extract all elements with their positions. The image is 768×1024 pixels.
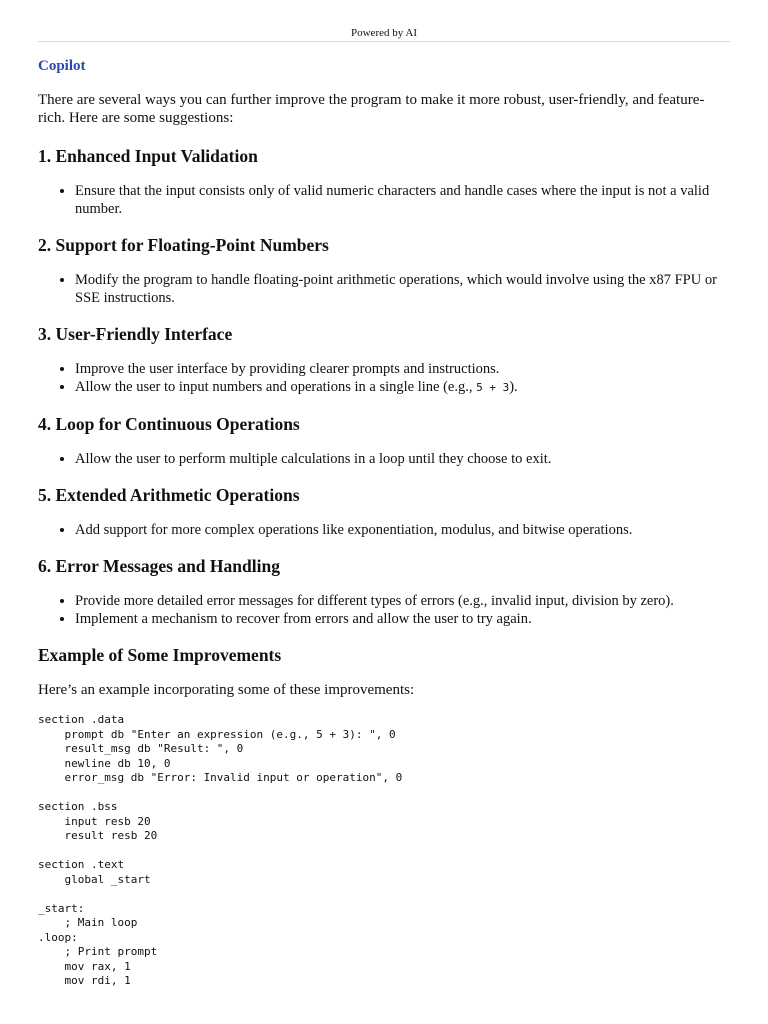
example-title: Example of Some Improvements [38, 645, 282, 665]
list-item: • Add support for more complex operations like exponentiation, modulus, and bitwise operations. [75, 521, 730, 539]
section-list-floating-point [38, 271, 730, 307]
section-title-extended-operations: 5. Extended Arithmetic Operations [38, 485, 300, 505]
list-item-text: Allow the user to input numbers and operations in a single line (e.g., [75, 379, 473, 395]
list-item-text-end: ). [509, 379, 518, 395]
inline-code: 5 + 3 [476, 381, 510, 394]
section-list-error-handling [38, 592, 730, 628]
section-title-error-handling: 6. Error Messages and Handling [38, 556, 280, 576]
section-title-floating-point: 2. Support for Floating-Point Numbers [38, 235, 329, 255]
intro-paragraph: There are several ways you can further improve the program to make it more robust, user-friendly, and feature-rich. Here are some suggestions: [38, 92, 705, 126]
list-item: • Improve the user interface by providing clearer prompts and instructions. [75, 360, 730, 378]
example-lead: Here’s an example incorporating some of these improvements: [38, 682, 415, 698]
section-list-loop [38, 450, 730, 468]
section-title-loop: 4. Loop for Continuous Operations [38, 414, 300, 434]
list-item: • Ensure that the input consists only of valid numeric characters and handle cases where the input is not a valid number. [75, 182, 730, 218]
copilot-label: Copilot [38, 58, 86, 74]
section-list-input-validation [38, 182, 730, 218]
section-title-input-validation: 1. Enhanced Input Validation [38, 146, 258, 166]
list-item: • Implement a mechanism to recover from errors and allow the user to try again. [75, 610, 730, 628]
response-content [38, 57, 730, 989]
section-title-user-friendly-interface: 3. User-Friendly Interface [38, 324, 233, 344]
code-block: section .data prompt db "Enter an expression (e.g., 5 + 3): ", 0 result_msg db "Result: ", 0 newline db 10, 0 error_msg db "Error: Invalid input or operation", 0 section .bss input resb 20 result resb 20 section .text global _start _start: ; Main loop .loop: ; Print prompt mov rax, 1 mov rdi, 1 [38, 713, 403, 987]
section-list-user-friendly-interface [38, 360, 730, 397]
list-item: • Provide more detailed error messages for different types of errors (e.g., invalid input, division by zero). [75, 592, 730, 610]
list-item: • Modify the program to handle floating-point arithmetic operations, which would involve using the x87 FPU or SSE instructions. [75, 271, 730, 307]
list-item: • Allow the user to perform multiple calculations in a loop until they choose to exit. [75, 450, 730, 468]
section-list-extended-operations [38, 521, 730, 539]
page-header: Powered by AI [38, 26, 730, 42]
list-item [75, 378, 730, 397]
